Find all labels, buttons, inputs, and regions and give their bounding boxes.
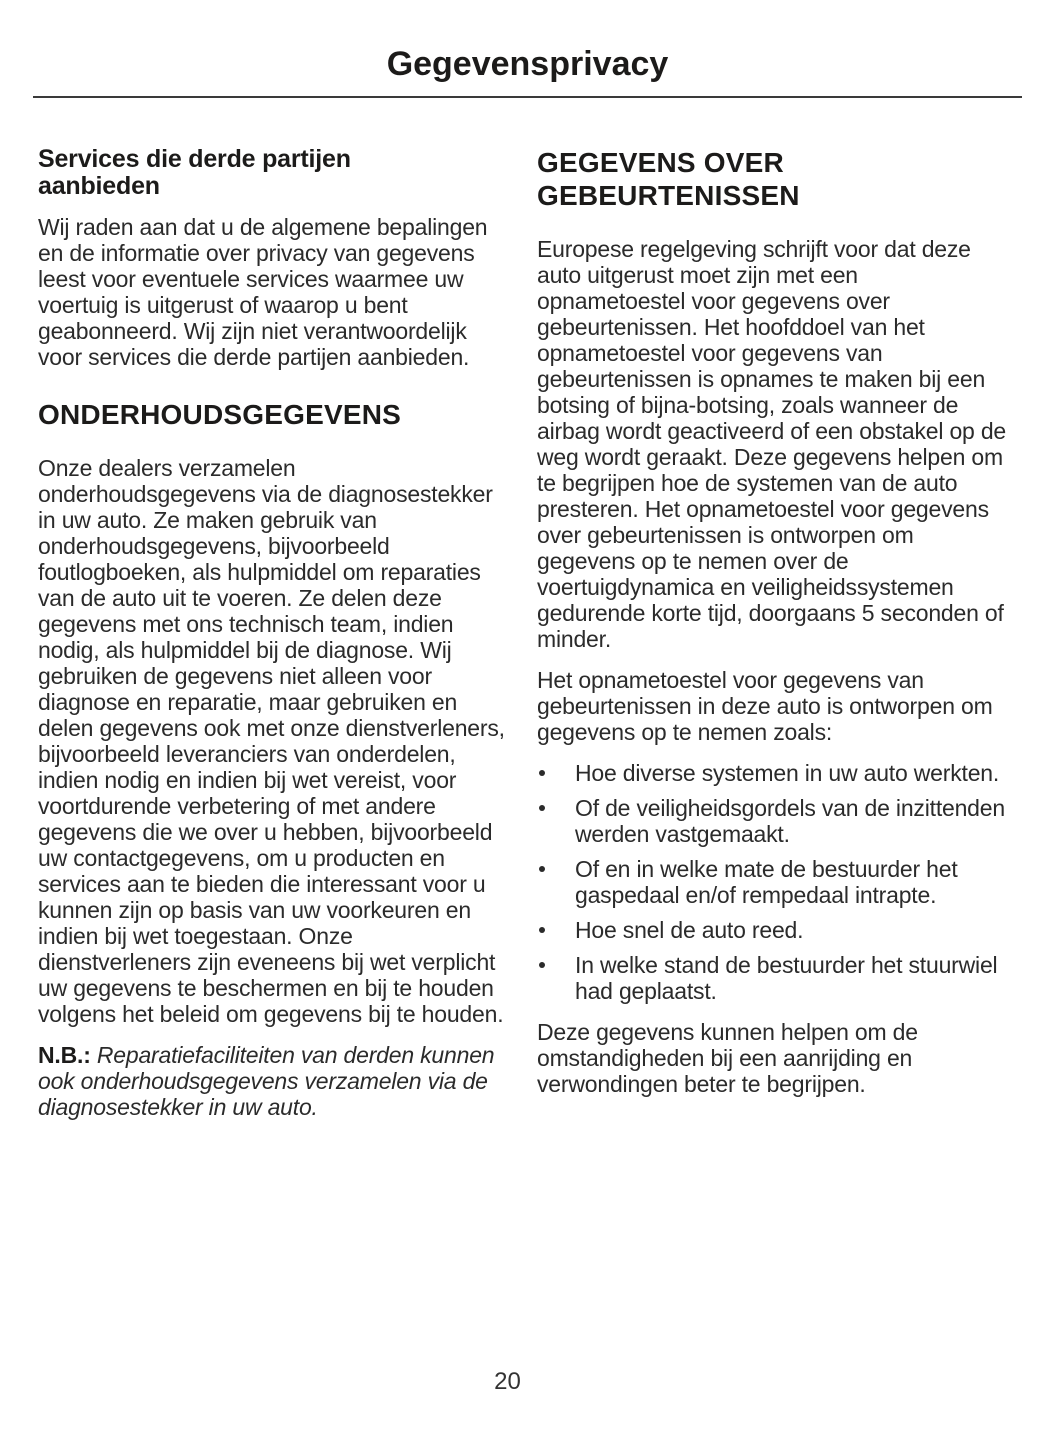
- section-heading-third-party-services: Services die derde partijen aanbieden: [38, 145, 351, 200]
- paragraph: Het opnametoestel voor gegevens van gebeurtenissen in deze auto is ontworpen om gegevens op te nemen zoals:: [537, 667, 993, 745]
- right-column: [537, 146, 1009, 1135]
- list-item: [537, 795, 1009, 847]
- note-paragraph: [38, 1042, 510, 1120]
- list-item-text: In welke stand de bestuurder het stuurwiel had geplaatst.: [575, 952, 998, 1004]
- page-number: 20: [494, 1368, 521, 1395]
- page-title: Gegevensprivacy: [386, 45, 669, 83]
- left-column: [38, 146, 510, 1135]
- paragraph: Wij raden aan dat u de algemene bepalingen en de informatie over privacy van gegevens leest voor eventuele services waarmee uw voertuig is uitgerust of waarop u bent geabonneerd. Wij zijn niet verantwoordelijk voor services die derde partijen aanbieden.: [38, 214, 488, 370]
- page-footer: [0, 1368, 1015, 1396]
- section-heading-maintenance-data: ONDERHOUDSGEGEVENS: [38, 399, 401, 430]
- event-data-bullet-list: [537, 760, 1009, 1004]
- list-item: [537, 856, 1009, 908]
- list-item-text: Of en in welke mate de bestuurder het gaspedaal en/of rempedaal intrapte.: [575, 856, 958, 908]
- bullet-icon: [537, 917, 575, 943]
- paragraph: Europese regelgeving schrijft voor dat deze auto uitgerust moet zijn met een opnametoestel voor gegevens over gebeurtenissen. Het hoofddoel van het opnametoestel voor gegevens van gebeurtenissen is opnames te maken bij een botsing of bijna-botsing, zoals wanneer de airbag wordt geactiveerd of een obstakel op de weg wordt geraakt. Deze gegevens helpen om te begrijpen hoe de systemen van de auto presteren. Het opnametoestel voor gegevens over gebeurtenissen is ontworpen om gegevens op te nemen over de voertuigdynamica en veiligheidssystemen gedurende korte tijd, doorgaans 5 seconden of minder.: [537, 236, 1007, 652]
- title-divider: [33, 96, 1022, 98]
- page-header: [0, 0, 1055, 84]
- list-item: [537, 952, 1009, 1004]
- bullet-icon: [537, 856, 575, 908]
- bullet-icon: [537, 952, 575, 1004]
- note-label: N.B.:: [38, 1042, 91, 1068]
- list-item-text: Hoe diverse systemen in uw auto werkten.: [575, 760, 1000, 786]
- paragraph: Deze gegevens kunnen helpen om de omstandigheden bij een aanrijding en verwondingen beter te begrijpen.: [537, 1019, 918, 1097]
- note-text: Reparatiefaciliteiten van derden kunnen ook onderhoudsgegevens verzamelen via de diagnosestekker in uw auto.: [38, 1042, 495, 1120]
- paragraph: Onze dealers verzamelen onderhoudsgegevens via de diagnosestekker in uw auto. Ze maken gebruik van onderhoudsgegevens, bijvoorbeeld foutlogboeken, als hulpmiddel om reparaties van de auto uit te voeren. Ze delen deze gegevens met ons technisch team, indien nodig, als hulpmiddel bij de diagnose. Wij gebruiken de gegevens niet alleen voor diagnose en reparatie, maar gebruiken en delen gegevens ook met onze dienstverleners, bijvoorbeeld leveranciers van onderdelen, indien nodig en indien bij wet vereist, voor voortdurende verbetering of met andere gegevens die we over u hebben, bijvoorbeeld uw contactgegevens, om u producten en services aan te bieden die interessant voor u kunnen zijn op basis van uw voorkeuren en indien bij wet toegestaan. Onze dienstverleners zijn eveneens bij wet verplicht uw gegevens te beschermen en bij te houden volgens het beleid om gegevens bij te houden.: [38, 455, 505, 1027]
- bullet-icon: [537, 760, 575, 786]
- list-item: [537, 760, 1009, 786]
- list-item-text: Hoe snel de auto reed.: [575, 917, 804, 943]
- content-columns: [38, 146, 1010, 1135]
- section-heading-event-data: GEGEVENS OVER GEBEURTENISSEN: [537, 147, 800, 211]
- list-item: [537, 917, 1009, 943]
- bullet-icon: [537, 795, 575, 847]
- list-item-text: Of de veiligheidsgordels van de inzittenden werden vastgemaakt.: [575, 795, 1005, 847]
